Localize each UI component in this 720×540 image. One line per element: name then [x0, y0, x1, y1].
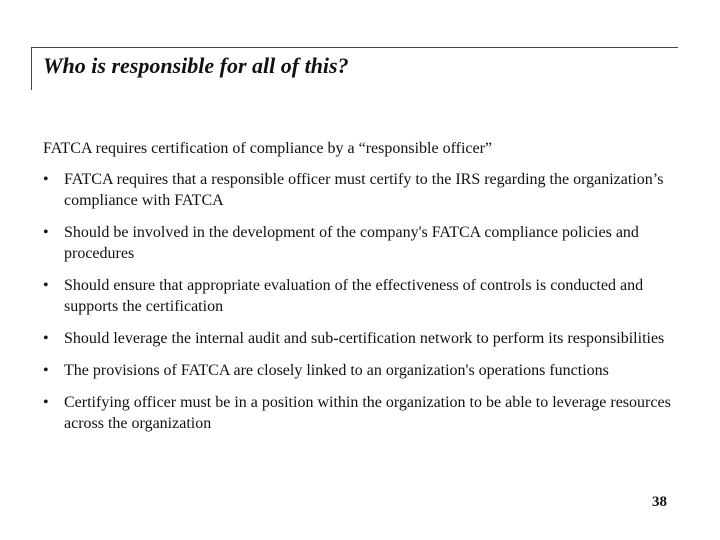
bullet-marker: •	[43, 330, 49, 347]
bullet-item	[43, 360, 683, 381]
slide-title: Who is responsible for all of this?	[43, 53, 349, 78]
title-rule-vertical	[31, 47, 32, 90]
bullet-item	[43, 169, 683, 211]
bullet-text: FATCA requires that a responsible officer must certify to the IRS regarding the organization’s compliance with FATCA	[64, 171, 664, 209]
bullet-item	[43, 275, 683, 317]
bullet-text: Certifying officer must be in a position within the organization to be able to leverage resources across the organization	[64, 394, 671, 432]
intro-statement: FATCA requires certification of compliance by a “responsible officer”	[43, 140, 493, 157]
bullet-text: Should leverage the internal audit and sub-certification network to perform its responsibilities	[64, 330, 665, 347]
bullet-item	[43, 392, 683, 434]
bullet-item	[43, 222, 683, 264]
bullet-marker: •	[43, 224, 49, 241]
page-number: 38	[652, 494, 667, 510]
bullet-list	[43, 169, 683, 445]
bullet-marker: •	[43, 394, 49, 411]
bullet-text: The provisions of FATCA are closely linked to an organization's operations functions	[64, 362, 609, 379]
bullet-marker: •	[43, 277, 49, 294]
title-rule-horizontal	[31, 47, 678, 48]
bullet-text: Should be involved in the development of the company's FATCA compliance policies and procedures	[64, 224, 639, 262]
bullet-marker: •	[43, 171, 49, 188]
bullet-item	[43, 328, 683, 349]
bullet-marker: •	[43, 362, 49, 379]
bullet-text: Should ensure that appropriate evaluation of the effectiveness of controls is conducted and supports the certification	[64, 277, 644, 315]
